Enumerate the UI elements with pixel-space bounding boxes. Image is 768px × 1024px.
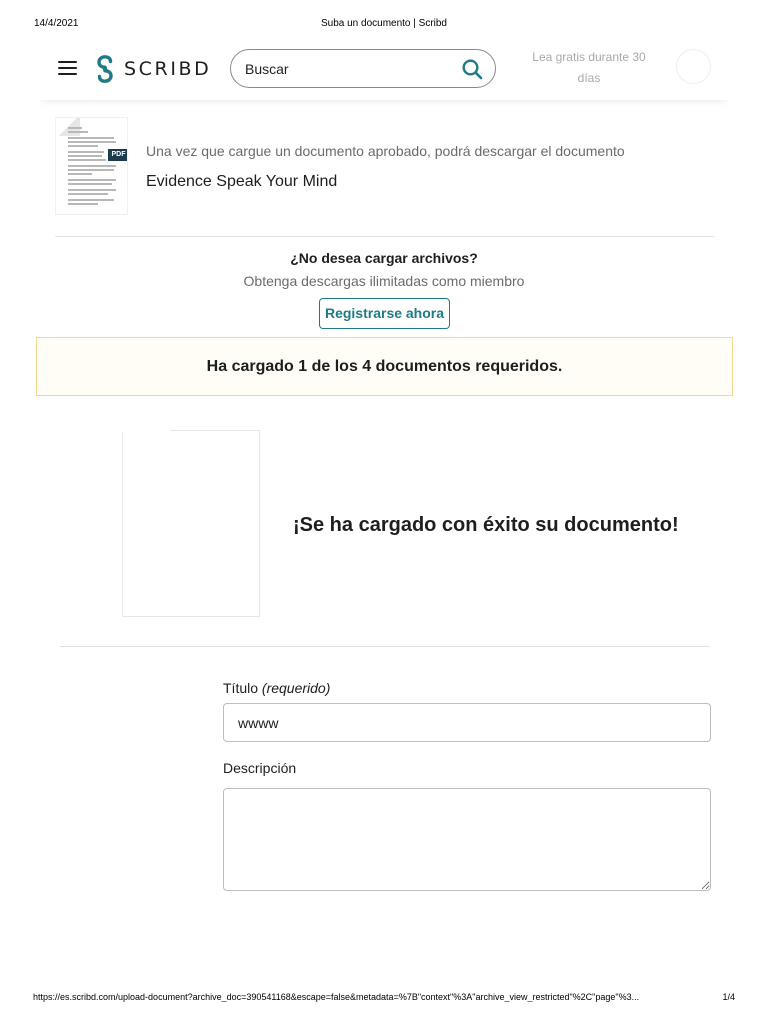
scribd-logo-icon [94, 55, 116, 83]
membership-question: ¿No desea cargar archivos? [290, 250, 478, 266]
register-button[interactable]: Registrarse ahora [319, 298, 450, 329]
upload-success-message: ¡Se ha cargado con éxito su documento! [293, 514, 679, 536]
print-page-title: Suba un documento | Scribd [320, 18, 447, 29]
membership-subtitle: Obtenga descargas ilimitadas como miembro [243, 273, 525, 289]
title-label-text: Título [223, 680, 259, 696]
hamburger-icon[interactable] [58, 61, 77, 76]
uploaded-document-preview [122, 430, 260, 617]
scribd-logo[interactable] [94, 54, 211, 84]
divider [60, 646, 710, 647]
title-required-hint: (requerido) [261, 680, 331, 696]
upload-count-banner: Ha cargado 1 de los 4 documentos requeridos. [36, 337, 733, 396]
pdf-badge: PDF [108, 149, 128, 161]
scribd-wordmark: SCRIBD [124, 58, 212, 80]
print-header [34, 18, 734, 32]
print-footer [33, 992, 735, 1006]
document-summary [55, 117, 714, 237]
free-trial-link[interactable] [518, 47, 660, 89]
top-navigation-bar [36, 40, 732, 100]
avatar[interactable] [676, 49, 711, 84]
membership-prompt [0, 250, 768, 289]
description-label: Descripción [223, 760, 297, 776]
title-input[interactable] [223, 703, 711, 742]
search-icon[interactable] [461, 58, 483, 80]
free-trial-line-1: Lea gratis durante 30 [532, 50, 646, 64]
description-textarea[interactable] [223, 788, 711, 891]
download-notice: Una vez que cargue un documento aprobado, podrá descargar el documento [146, 143, 625, 159]
free-trial-line-2: días [577, 71, 601, 85]
print-url: https://es.scribd.com/upload-document?archive_doc=390541168&escape=false&metadata=%7B"context"%3A"archive_view_restricted"%2C"page"%3... [33, 992, 640, 1002]
document-thumbnail [55, 117, 128, 215]
search-bar [230, 49, 496, 88]
print-page-number: 1/4 [722, 992, 735, 1002]
document-title: Evidence Speak Your Mind [146, 173, 338, 190]
print-date: 14/4/2021 [34, 18, 79, 29]
search-input[interactable] [245, 58, 445, 80]
title-label [223, 680, 330, 696]
